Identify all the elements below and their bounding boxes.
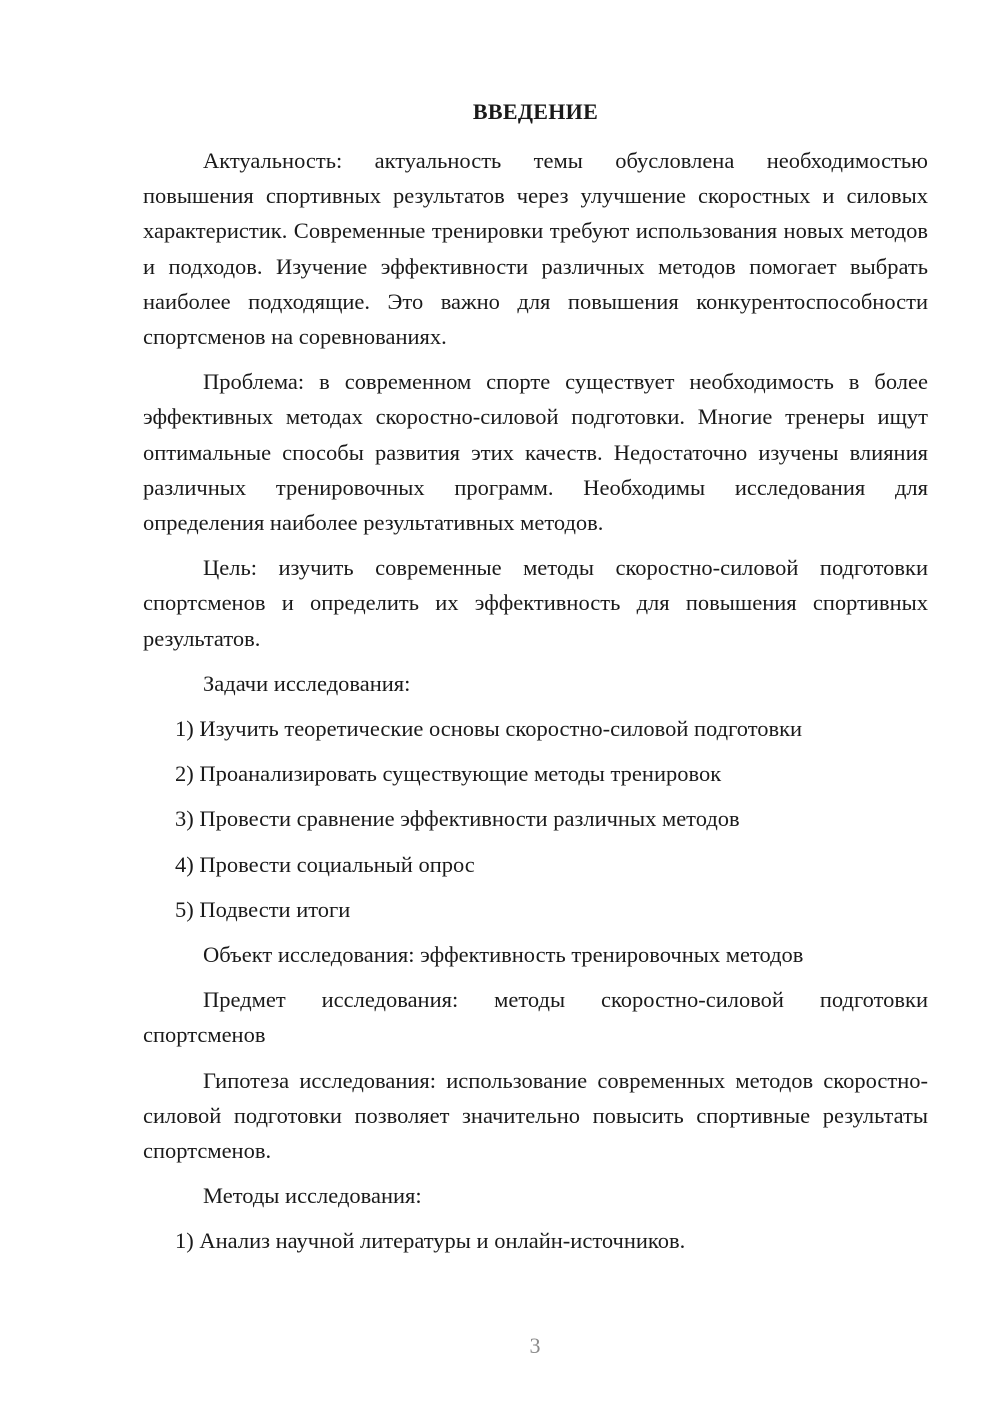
document-body [143,143,928,1259]
relevance-paragraph: Актуальность: актуальность темы обусловлена необходимостью повышения спортивных результатов через улучшение скоростных и силовых характеристик. Современные тренировки требуют использования новых методов и подходов. Изучение эффективности различных методов помогает выбрать наиболее подходящие. Это важно для повышения конкурентоспособности спортсменов на соревнованиях. [143,148,928,350]
tasks-title: Задачи исследования: [203,670,411,696]
object-paragraph: Объект исследования: эффективность тренировочных методов [203,942,804,968]
page-number: 3 [529,1333,541,1358]
hypothesis-paragraph: Гипотеза исследования: использование современных методов скоростно-силовой подготовки позволяет значительно повысить спортивные результаты спортсменов. [143,1067,928,1164]
methods-title: Методы исследования: [203,1183,422,1209]
subject-paragraph: Предмет исследования: методы скоростно-силовой подготовки спортсменов [143,987,928,1048]
method-item: 1) Анализ научной литературы и онлайн-источников. [175,1228,686,1254]
problem-paragraph: Проблема: в современном спорте существует необходимость в более эффективных методах скоростно-силовой подготовки. Многие тренеры ищут оптимальные способы развития этих качеств. Недостаточно изучены влияния различных тренировочных программ. Необходимы исследования для определения наиболее результативных методов. [143,369,928,536]
task-item: 1) Изучить теоретические основы скоростно-силовой подготовки [175,716,803,742]
goal-paragraph: Цель: изучить современные методы скоростно-силовой подготовки спортсменов и определить их эффективность для повышения спортивных результатов. [143,555,928,651]
task-item: 5) Подвести итоги [175,896,351,922]
task-item: 4) Провести социальный опрос [175,851,475,877]
task-item: 3) Провести сравнение эффективности различных методов [175,806,740,832]
task-item: 2) Проанализировать существующие методы тренировок [175,761,722,787]
section-heading: ВВЕДЕНИЕ [472,99,599,124]
